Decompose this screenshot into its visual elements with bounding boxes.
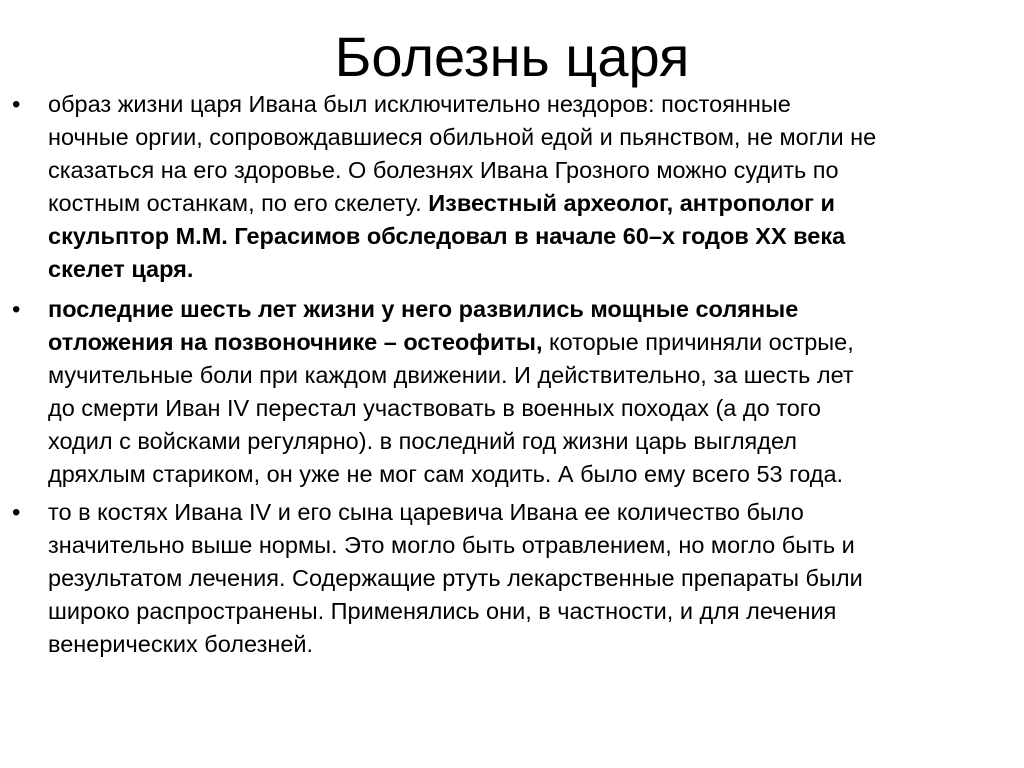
text-span: результатом лечения. Содержащие ртуть лекарственные препараты были [48,565,863,591]
bullet-text [48,293,1008,491]
bullet-text [48,496,1008,661]
text-line [48,562,1008,595]
text-span: до смерти Иван IV перестал участвовать в военных походах (а до того [48,395,821,421]
text-span: которые причиняли острые, [542,329,854,355]
text-span: образ жизни царя Ивана был исключительно нездоров: постоянные [48,91,791,117]
text-span: ночные оргии, сопровождавшиеся обильной едой и пьянством, не могли не [48,124,877,150]
text-line [48,154,1008,187]
bold-text: скелет царя. [48,256,194,282]
text-span: мучительные боли при каждом движении. И действительно, за шесть лет [48,362,854,388]
text-line [48,359,1008,392]
text-line [48,88,1008,121]
text-span: сказаться на его здоровье. О болезнях Ивана Грозного можно судить по [48,157,839,183]
text-line [48,187,1008,220]
text-span: то в костях Ивана IV и его сына царевича Ивана ее количество было [48,499,804,525]
text-line [48,326,1008,359]
bold-text: Известный археолог, антрополог и [428,190,835,216]
text-line [48,121,1008,154]
text-span: ходил с войсками регулярно). в последний год жизни царь выглядел [48,428,797,454]
text-span: широко распространены. Применялись они, в частности, и для лечения [48,598,837,624]
text-line [48,392,1008,425]
bold-text: скульптор М.М. Герасимов обследовал в начале 60–х годов XX века [48,223,846,249]
bullet-icon: • [12,296,21,323]
bullet-text [48,88,1008,286]
text-line [48,458,1008,491]
text-line [48,529,1008,562]
text-line [48,293,1008,326]
bullet-icon: • [12,499,21,526]
text-line [48,628,1008,661]
text-line [48,253,1008,286]
text-line [48,220,1008,253]
text-span: значительно выше нормы. Это могло быть отравлением, но могло быть и [48,532,855,558]
text-span: венерических болезней. [48,631,314,657]
text-line [48,496,1008,529]
bold-text: отложения на позвоночнике – остеофиты, [48,329,543,355]
bullet-icon: • [12,91,21,118]
text-span: костным останкам, по его скелету. [48,190,429,216]
text-line [48,595,1008,628]
text-span: дряхлым стариком, он уже не мог сам ходить. А было ему всего 53 года. [48,461,844,487]
text-line [48,425,1008,458]
bold-text: последние шесть лет жизни у него развились мощные соляные [48,296,799,322]
slide-title: Болезнь царя [334,25,690,88]
